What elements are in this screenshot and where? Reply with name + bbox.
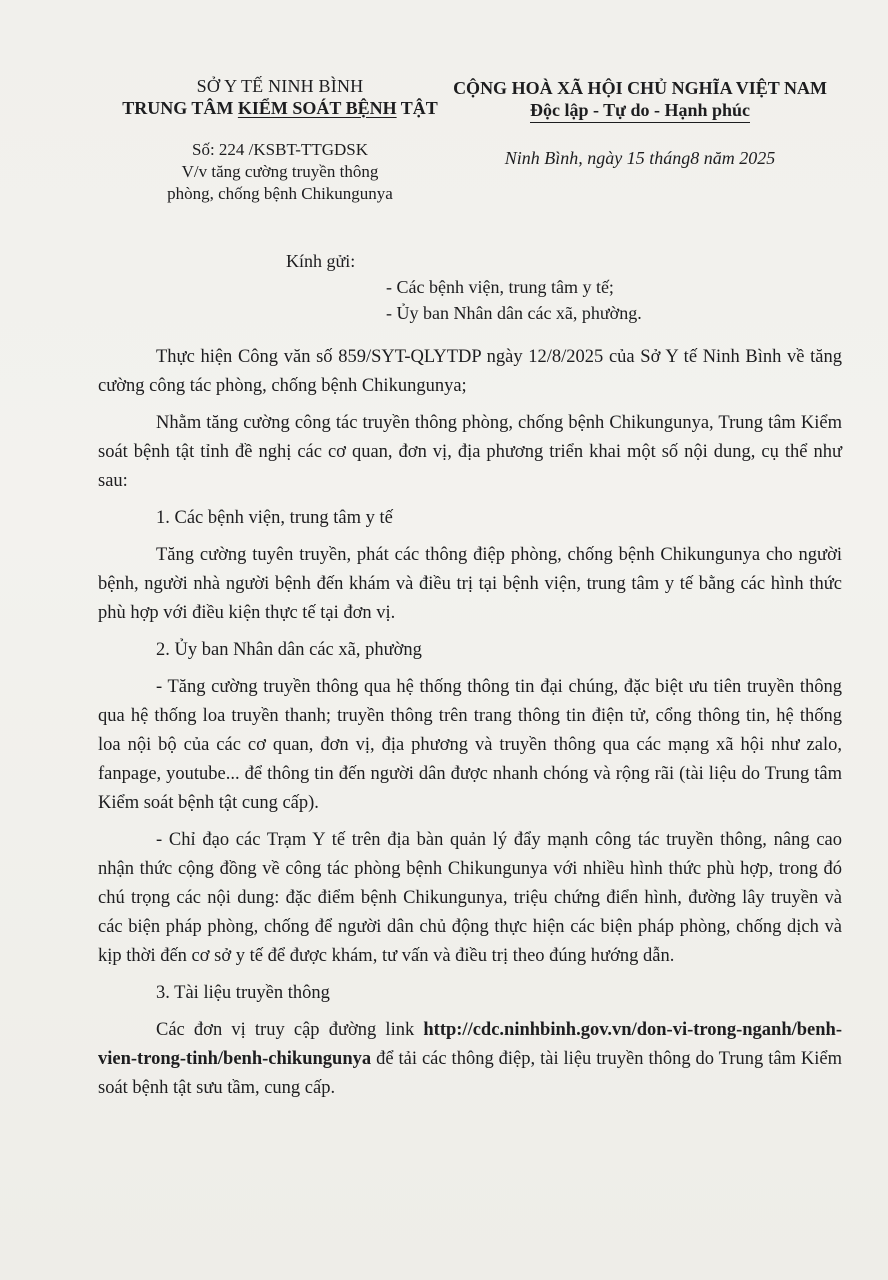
nation-title: CỘNG HOÀ XÃ HỘI CHỦ NGHĨA VIỆT NAM: [453, 78, 827, 98]
recipient-item: - Các bệnh viện, trung tâm y tế;: [386, 277, 614, 297]
subject-line-1: V/v tăng cường truyền thông: [181, 162, 379, 181]
section-1-text: Tăng cường tuyên truyền, phát các thông điệp phòng, chống bệnh Chikungunya cho người bệnh, người nhà người bệnh đến khám và điều trị tại bệnh viện, trung tâm y tế bằng các hình thức phù hợp với điều kiện thực tế tại đơn vị.: [98, 545, 842, 623]
purpose-paragraph: Nhằm tăng cường công tác truyền thông phòng, chống bệnh Chikungunya, Trung tâm Kiểm soát bệnh tật tỉnh đề nghị các cơ quan, đơn vị, địa phương triển khai một số nội dung, cụ thể như sau:: [98, 413, 842, 491]
document-body: [98, 343, 842, 1111]
subject-line-2: phòng, chống bệnh Chikungunya: [167, 184, 393, 203]
section-3-heading: 3. Tài liệu truyền thông: [156, 983, 330, 1003]
agency-name: TRUNG TÂM KIỂM SOÁT BỆNH TẬT: [122, 98, 438, 118]
section-2-heading: 2. Ủy ban Nhân dân các xã, phường: [156, 640, 422, 660]
document-number: Số: 224 /KSBT-TTGDSK: [191, 140, 368, 159]
parent-agency: SỞ Y TẾ NINH BÌNH: [196, 76, 364, 96]
national-motto: Độc lập - Tự do - Hạnh phúc: [530, 99, 750, 123]
intro-paragraph: Thực hiện Công văn số 859/SYT-QLYTDP ngày 12/8/2025 của Sở Y tế Ninh Bình về tăng cường công tác phòng, chống bệnh Chikungunya;: [98, 347, 842, 396]
section-2-bullet-2: - Chỉ đạo các Trạm Y tế trên địa bàn quản lý đẩy mạnh công tác truyền thông, nâng cao nhận thức cộng đồng về công tác phòng bệnh Chikungunya với nhiều hình thức phù hợp, trong đó chú trọng các nội dung: đặc điểm bệnh Chikungunya, triệu chứng điển hình, đường lây truyền và các biện pháp phòng, chống để người dân chủ động thực hiện các biện pháp phòng, chống dịch và kịp thời đến cơ sở y tế để được khám, tư vấn và điều trị theo đúng hướng dẫn.: [98, 830, 842, 966]
section-1-heading: 1. Các bệnh viện, trung tâm y tế: [156, 508, 393, 528]
issuing-agency-block: [100, 75, 460, 205]
recipient-item: - Ủy ban Nhân dân các xã, phường.: [386, 303, 642, 323]
national-header-block: [440, 77, 840, 169]
section-2-bullet-1: - Tăng cường truyền thông qua hệ thống thông tin đại chúng, đặc biệt ưu tiên truyền thông qua hệ thống loa truyền thanh; truyền thông trên trang thông tin điện tử, cổng thông tin, hệ thống loa nội bộ của các cơ quan, đơn vị, địa phương và truyền thông qua các mạng xã hội như zalo, fanpage, youtube... để thông tin đến người dân được nhanh chóng và rộng rãi (tài liệu do Trung tâm Kiểm soát bệnh tật cung cấp).: [98, 677, 842, 813]
greeting: Kính gửi:: [286, 251, 356, 271]
section-3-text: Các đơn vị truy cập đường link http://cdc.ninhbinh.gov.vn/don-vi-trong-nganh/benh-vien-trong-tinh/benh-chikungunya để tải các thông điệp, tài liệu truyền thông do Trung tâm Kiểm soát bệnh tật sưu tầm, cung cấp.: [98, 1020, 842, 1098]
recipients-block: [286, 248, 642, 326]
issue-date: Ninh Bình, ngày 15 tháng8 năm 2025: [504, 148, 776, 168]
materials-link[interactable]: http://cdc.ninhbinh.gov.vn/don-vi-trong-nganh/benh-vien-trong-tinh/benh-chikungunya: [98, 1020, 842, 1069]
